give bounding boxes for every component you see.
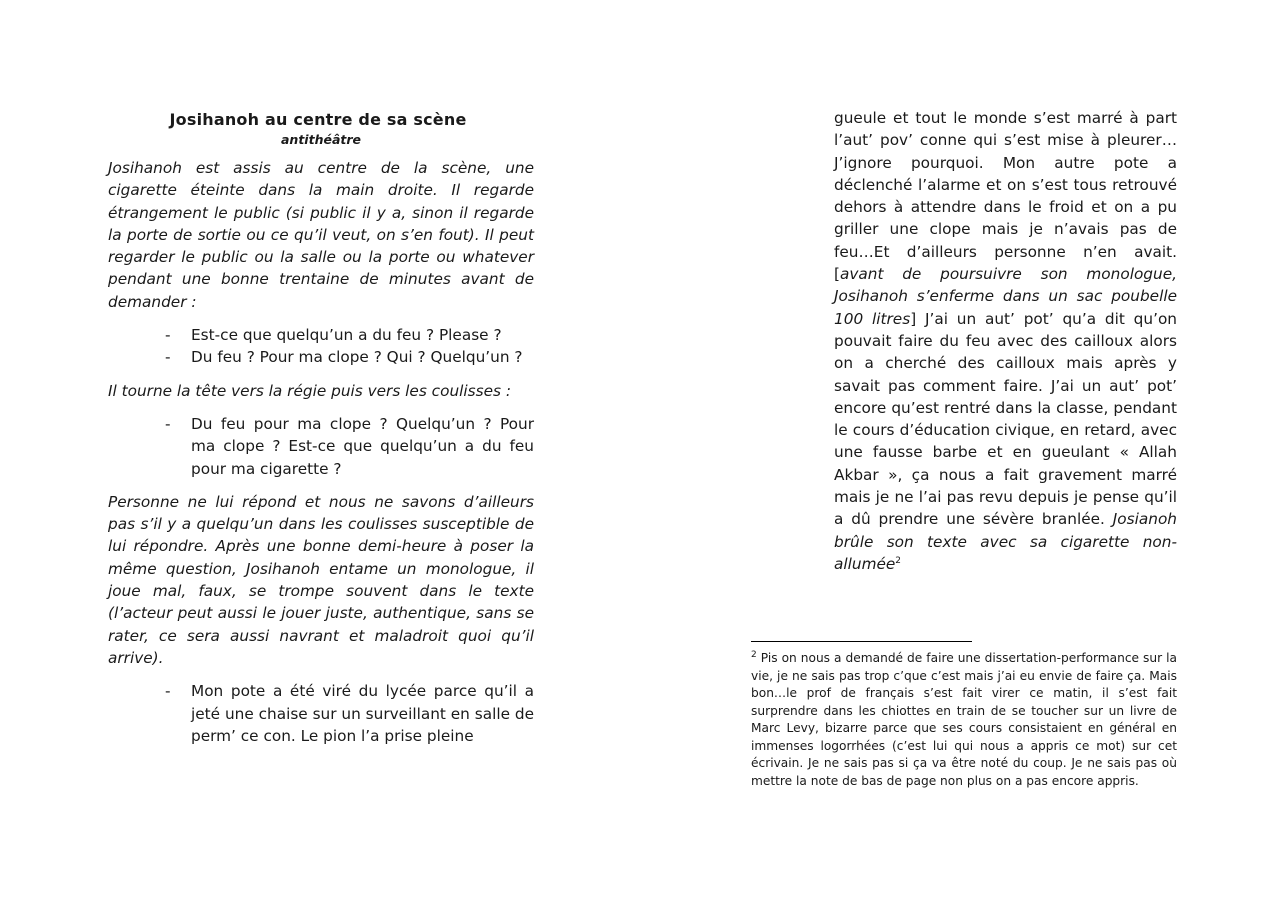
footnote-reference[interactable]: 2 [895,555,902,566]
dialogue-text: Du feu ? Pour ma clope ? Qui ? Quelqu’un ? [191,348,523,367]
monologue-continued [834,107,1177,575]
monologue-text: gueule et tout le monde s’est marré à part l’aut’ pov’ conne qui s’est mise à pleurer…J’ignore pourquoi. Mon autre pote a déclenché l’alarme et on s’est tous retrouvé dehors à attendre dans le froid et on a pu griller une clope mais je n’avais pas de feu…Et d’ailleurs personne n’en avait. [ [834,109,1177,284]
inline-stage-direction: avant de poursuivre son monologue, Josihanoh s’enferme dans un sac poubelle 100 litres [834,265,1177,328]
dialogue-line [108,346,534,368]
stage-direction-3: Personne ne lui répond et nous ne savons d’ailleurs pas s’il y a quelqu’un dans les coulisses susceptible de lui répondre. Après une bonne demi-heure à poser la même question, Josihanoh entame un monologue, il joue mal, faux, se trompe souvent dans le texte (l’acteur peut aussi le jouer juste, authentique, sans se rater, ce sera aussi navrant et maladroit quoi qu’il arrive). [108,492,534,667]
dash: - [165,326,171,345]
dialogue-line [108,413,534,480]
dash: - [165,348,171,367]
dash: - [165,414,171,433]
footnote-marker: 2 [751,649,757,660]
right-column [834,107,1177,586]
footnote-separator [751,641,972,642]
page-title: Josihanoh au centre de sa scène [169,110,467,129]
dialogue-list-1 [108,324,534,369]
final-stage-direction: Josianoh brûle son texte avec sa cigarette non-allumée [834,510,1177,573]
dialogue-text: Est-ce que quelqu’un a du feu ? Please ? [191,326,502,345]
dialogue-list-3 [108,680,534,747]
left-column [108,109,534,758]
dialogue-text: Mon pote a été viré du lycée parce qu’il a jeté une chaise sur un surveillant en salle de perm’ ce con. Le pion l’a prise pleine [191,682,534,745]
footnote [751,650,1177,790]
footnote-text: Pis on nous a demandé de faire une dissertation-performance sur la vie, je ne sais pas trop c’que c’est mais j’ai eu envie de faire ça. Mais bon…le prof de français s’est fait virer ce matin, il s’est fait surprendre dans les chiottes en train de se toucher sur un livre de Marc Levy, bizarre parce que ses cours consistaient en général en immenses logorrhées (c’est lui qui nous a appris ce mot) sur cet écrivain. Je ne sais pas si ça va être noté du coup. Je ne sais pas où mettre la note de bas de page non plus on a pas encore appris. [751,651,1177,788]
page-subtitle: antithéâtre [281,132,361,147]
stage-direction-2: Il tourne la tête vers la régie puis vers les coulisses : [108,381,511,400]
dialogue-line [108,324,534,346]
dialogue-list-2 [108,413,534,480]
stage-direction-1: Josihanoh est assis au centre de la scène, une cigarette éteinte dans la main droite. Il regarde étrangement le public (si public il y a, sinon il regarde la porte de sortie ou ce qu’il veut, on s’en fout). Il peut regarder le public ou la salle ou la porte ou whatever pendant une bonne trentaine de minutes avant de demander : [108,159,534,311]
dialogue-text: Du feu pour ma clope ? Quelqu’un ? Pour ma clope ? Est-ce que quelqu’un a du feu pour ma cigarette ? [191,414,534,478]
dash: - [165,682,171,701]
monologue-text: ] J’ai un aut’ pot’ qu’a dit qu’on pouvait faire du feu avec des cailloux alors on a cherché des cailloux mais après y savait pas comment faire. J’ai un aut’ pot’ encore qu’est rentré dans la classe, pendant le cours d’éducation civique, en retard, avec une fausse barbe et en gueulant « Allah Akbar », ça nous a fait gravement marré mais je ne l’ai pas revu depuis je pense qu’il a dû prendre une sévère branlée. [834,309,1178,529]
dialogue-line [108,680,534,747]
